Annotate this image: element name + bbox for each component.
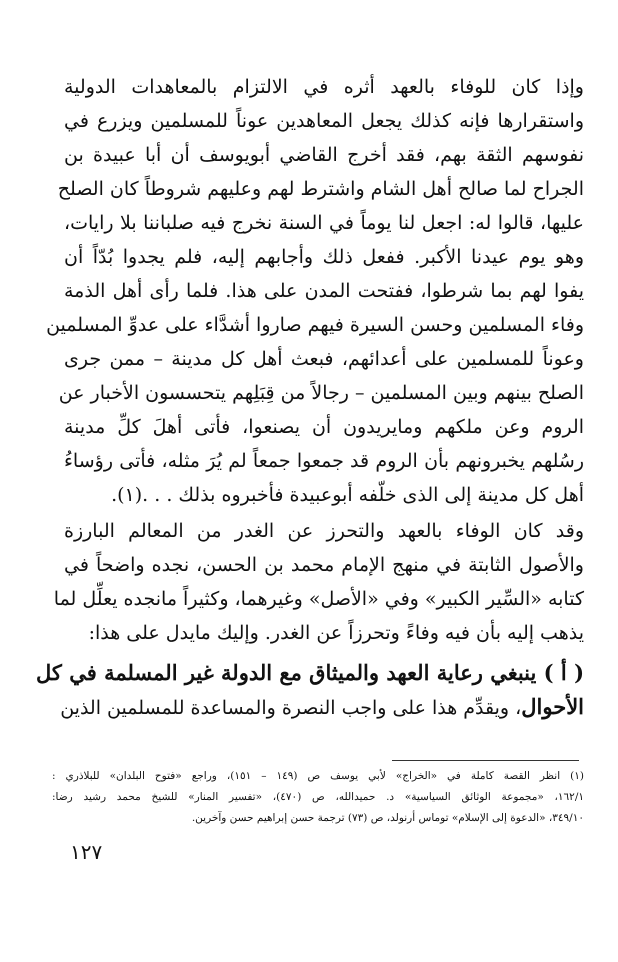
text-line: أهل كل مدينة إلى الذى خلّفه أبوعبيدة فأخبروه بذلك . . .(١). (111, 484, 584, 506)
text-line: كتابه «السِّير الكبير» وفي «الأصل» وغيرهما، وكثيراً مانجده يعلِّل لما (53, 588, 584, 610)
text-line (60, 690, 584, 724)
text-line: الصلح بينهم وبين المسلمين – رجالاً من قِبَلِهم يتحسسون الأخبار عن (58, 382, 584, 404)
footnotes (52, 766, 584, 829)
paragraph-2 (53, 514, 584, 650)
text-line: الروم وعن ملكهم ومايريدون أن يصنعوا، فأتى أهلَ كلِّ مدينة (64, 416, 584, 438)
section-heading: ( أ ) ينبغي رعاية العهد والميثاق مع الدولة غير المسلمة في كل (36, 660, 584, 685)
text-line: يذهب إليه بأن فيه وفاءً وتحرزاً عن الغدر. وإليك مايدل على هذا: (88, 622, 584, 644)
text-line: وإذا كان للوفاء بالعهد أثره في الالتزام بالمعاهدات الدولية (64, 76, 584, 98)
text-line: واستقرارها فإنه كذلك يجعل المعاهدين عوناً للمسلمين ويزرع في (64, 110, 584, 132)
text-line: وقد كان الوفاء بالعهد والتحرز عن الغدر من المعالم البارزة (64, 520, 584, 542)
text-line: وعوناً للمسلمين على أعدائهم، فبعث أهل كل مدينة – ممن جرى (64, 348, 584, 370)
text-line: والأصول الثابتة في منهج الإمام محمد بن الحسن، نجده واضحاً في (64, 554, 584, 576)
paragraph-1 (46, 70, 584, 512)
page-number: ١٢٧ (70, 840, 103, 864)
paragraph-3 (36, 656, 584, 724)
text-line: الجراح لما صالح أهل الشام واشترط لهم وعليهم شروطاً كان الصلح (57, 178, 584, 200)
text-line: نفوسهم الثقة بهم، فقد أخرج القاضي أبويوسف أن أبا عبيدة بن (64, 144, 584, 166)
text-line: رسُلهم يخبرونهم بأن الروم قد جمعوا جمعاً لم يُرَ مثله، فأتى رؤساءُ (64, 450, 584, 472)
text-line: وفاء المسلمين وحسن السيرة فيهم صاروا أشدَّاء على عدوِّ المسلمين (46, 314, 584, 336)
footnote-line: (١) انظر القصة كاملة في «الخراج» لأبي يوسف ص (١٤٩ – ١٥١)، وراجع «فتوح البلدان» للبلاذري : (52, 770, 584, 782)
text-line: يفوا لهم بما شرطوا، ففتحت المدن على هذا. فلما رأى أهل الذمة (64, 280, 584, 302)
text-line: عليها، قالوا له: اجعل لنا يوماً في السنة نخرج فيه صلباننا بلا رايات، (64, 212, 584, 234)
text-line: وهو يوم عيدنا الأكبر. ففعل ذلك وأجابهم إليه، فلم يجدوا بُدّاً أن (64, 246, 584, 268)
heading-continuation: ، ويقدِّم هذا على واجب النصرة والمساعدة للمسلمين الذين (60, 697, 522, 719)
heading-bold-word: الأحوال (521, 694, 584, 719)
footnote-divider (392, 760, 579, 761)
footnote-line: ٣٤٩/١٠، «الدعوة إلى الإسلام» توماس أرنولد، ص (٧٣) ترجمة حسن إبراهيم حسن وآخرين. (191, 812, 584, 824)
footnote-line: ١٦٢/١، «مجموعة الوثائق السياسية» د. حميدالله، ص (٤٧٠)، «تفسير المنار» للشيخ محمد رشيد رضا: (52, 791, 585, 803)
